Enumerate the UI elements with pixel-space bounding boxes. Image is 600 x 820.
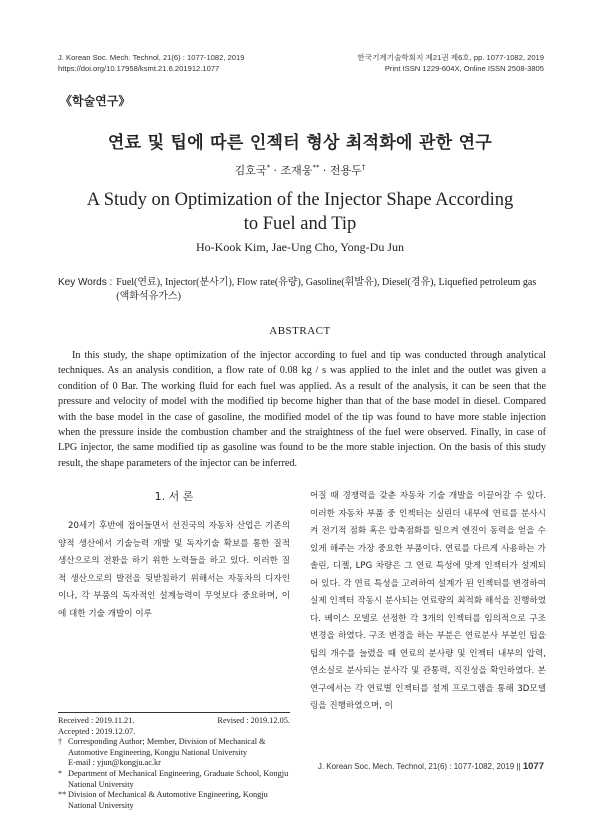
- left-column: [58, 488, 290, 623]
- footer-separator: ||: [516, 762, 521, 771]
- affiliation-note-2: Division of Mechanical & Automotive Engineering, Kongju National University: [68, 790, 268, 810]
- footnote-divider: [58, 712, 290, 713]
- footer-citation: J. Korean Soc. Mech. Technol, 21(6) : 1077-1082, 2019: [317, 762, 517, 771]
- page-footer: [318, 761, 544, 772]
- footnote-mark-star: *: [58, 768, 63, 778]
- authors-korean: [0, 162, 600, 178]
- journal-header-right: [357, 52, 544, 74]
- article-category: 《학술연구》: [60, 94, 131, 108]
- intro-paragraph-left: 20세기 후반에 접어들면서 선진국의 자동차 산업은 기존의 양적 생산에서 기술능력 개발 및 독자기술 확보를 통한 질적 생산으로의 전환을 하기 위한 노력들을 하고 있다. 이러한 질적 생산으로의 발전을 뒷받침하기 위해서는 자동차의 디자인이나, 각 부품의 독자적인 설계능력이 무엇보다 중요하며, 이에 대한 기술 개발이 이루: [58, 521, 290, 619]
- title-korean: 연료 및 팁에 따른 인젝터 형상 최적화에 관한 연구: [107, 133, 493, 153]
- abstract-heading: ABSTRACT: [269, 325, 331, 337]
- footnote-mark-dagger: †: [58, 737, 63, 747]
- authors-english: Ho-Kook Kim, Jae-Ung Cho, Yong-Du Jun: [195, 240, 404, 254]
- issn-info: Print ISSN 1229-604X, Online ISSN 2508-3805: [384, 64, 544, 73]
- author-3: · 전용두: [319, 164, 362, 177]
- email-address[interactable]: E-mail : yjun@kongju.ac.kr: [68, 758, 161, 768]
- revised-date: Revised : 2019.12.05.: [217, 716, 290, 725]
- keywords-label: Key Words :: [58, 277, 113, 288]
- author-1-mark: *: [266, 163, 271, 172]
- footnotes: [58, 716, 290, 811]
- title-english: A Study on Optimization of the Injector Shape According to Fuel and Tip: [86, 190, 514, 234]
- right-column: [310, 488, 546, 716]
- doi-link[interactable]: https://doi.org/10.17958/ksmt.21.6.201912.1077: [58, 64, 220, 73]
- footnote-mark-double-star: **: [58, 790, 67, 800]
- affiliation-note-1: Department of Mechanical Engineering, Graduate School, Kongju National University: [68, 768, 289, 789]
- author-2-mark: **: [312, 163, 320, 172]
- author-3-mark: †: [361, 163, 366, 172]
- abstract-text: In this study, the shape optimization of the injector according to fuel and tip was conducted through analytical techniques. As an analysis condition, a flow rate of 0.08 kg / s was applied to the inlet and the outlet was given a condition of 0 Bar. The working fluid for each fuel was applied. As a result of the analysis, it can be seen that the pressure and velocity of model with the modified tip become higher than that of the base model in diesel. Compared with the base model in the case of gasoline, the modified model of the tip was found to have more stable injection when the pressure inside the combustion chamber and the straightness of the fuel were observed. Finally, in case of LPG injector, the same modified tip as gasoline was found to be the more stable injection. On the basis of this study result, the shape parameters of the injector can be inferred.: [58, 350, 546, 469]
- journal-header-left: [58, 52, 244, 74]
- page-number: 1077: [522, 761, 544, 772]
- intro-paragraph-right: 어질 때 경쟁력을 갖춘 자동차 기술 개발을 이끌어갈 수 있다. 이러한 자동차 부품 중 인젝터는 실린더 내부에 연료를 분사시켜 전기적 점화 혹은 압축점화를 일으켜 엔진이 동력을 얻을 수 있게 해주는 가장 중요한 부품이다. 연료를 다르게 사용하는 가솔린, 디젤, LPG 차량은 그 연료 특성에 맞게 인젝터가 설계되어 있다. 각 연료 특성을 고려하여 설계가 된 인젝터를 변경하여 실제 인젝터 작동시 분사되는 연료량의 최적화 해석을 진행하였다. 베이스 모델로 선정한 각 3개의 인젝터를 임의적으로 구조 변경을 하였다. 구조 변경을 하는 부분은 연료분사 부분인 팁을 팁의 개수를 늘렸을 때 연료의 분사량 및 인젝터 내부의 압력, 연소실로 분사되는 분사각 및 관통력, 직진성을 확인하였다. 본 연구에서는 각 연료별 인젝터를 설계 프로그램을 통해 3D모델링을 진행하였으며, 이: [310, 491, 546, 711]
- keywords: [58, 276, 548, 304]
- section-heading: 1. 서 론: [154, 490, 194, 503]
- journal-citation-ko: 한국기계기술학회지 제21권 제6호, pp. 1077-1082, 2019: [357, 53, 544, 62]
- journal-citation: J. Korean Soc. Mech. Technol, 21(6) : 1077-1082, 2019: [58, 53, 245, 62]
- keywords-text: Fuel(연료), Injector(분사기), Flow rate(유량), Gasoline(휘발유), Diesel(경유), Liquefied petroleum gas (액화석유가스): [116, 277, 537, 302]
- accepted-date: Accepted : 2019.12.07.: [58, 726, 136, 736]
- author-2: · 조재웅: [270, 164, 313, 177]
- received-date: Received : 2019.11.21.: [58, 716, 135, 725]
- author-1: 김호국: [234, 164, 267, 177]
- corresponding-author-note: Corresponding Author; Member, Division of Mechanical & Automotive Engineering, Kongju National University: [68, 737, 266, 757]
